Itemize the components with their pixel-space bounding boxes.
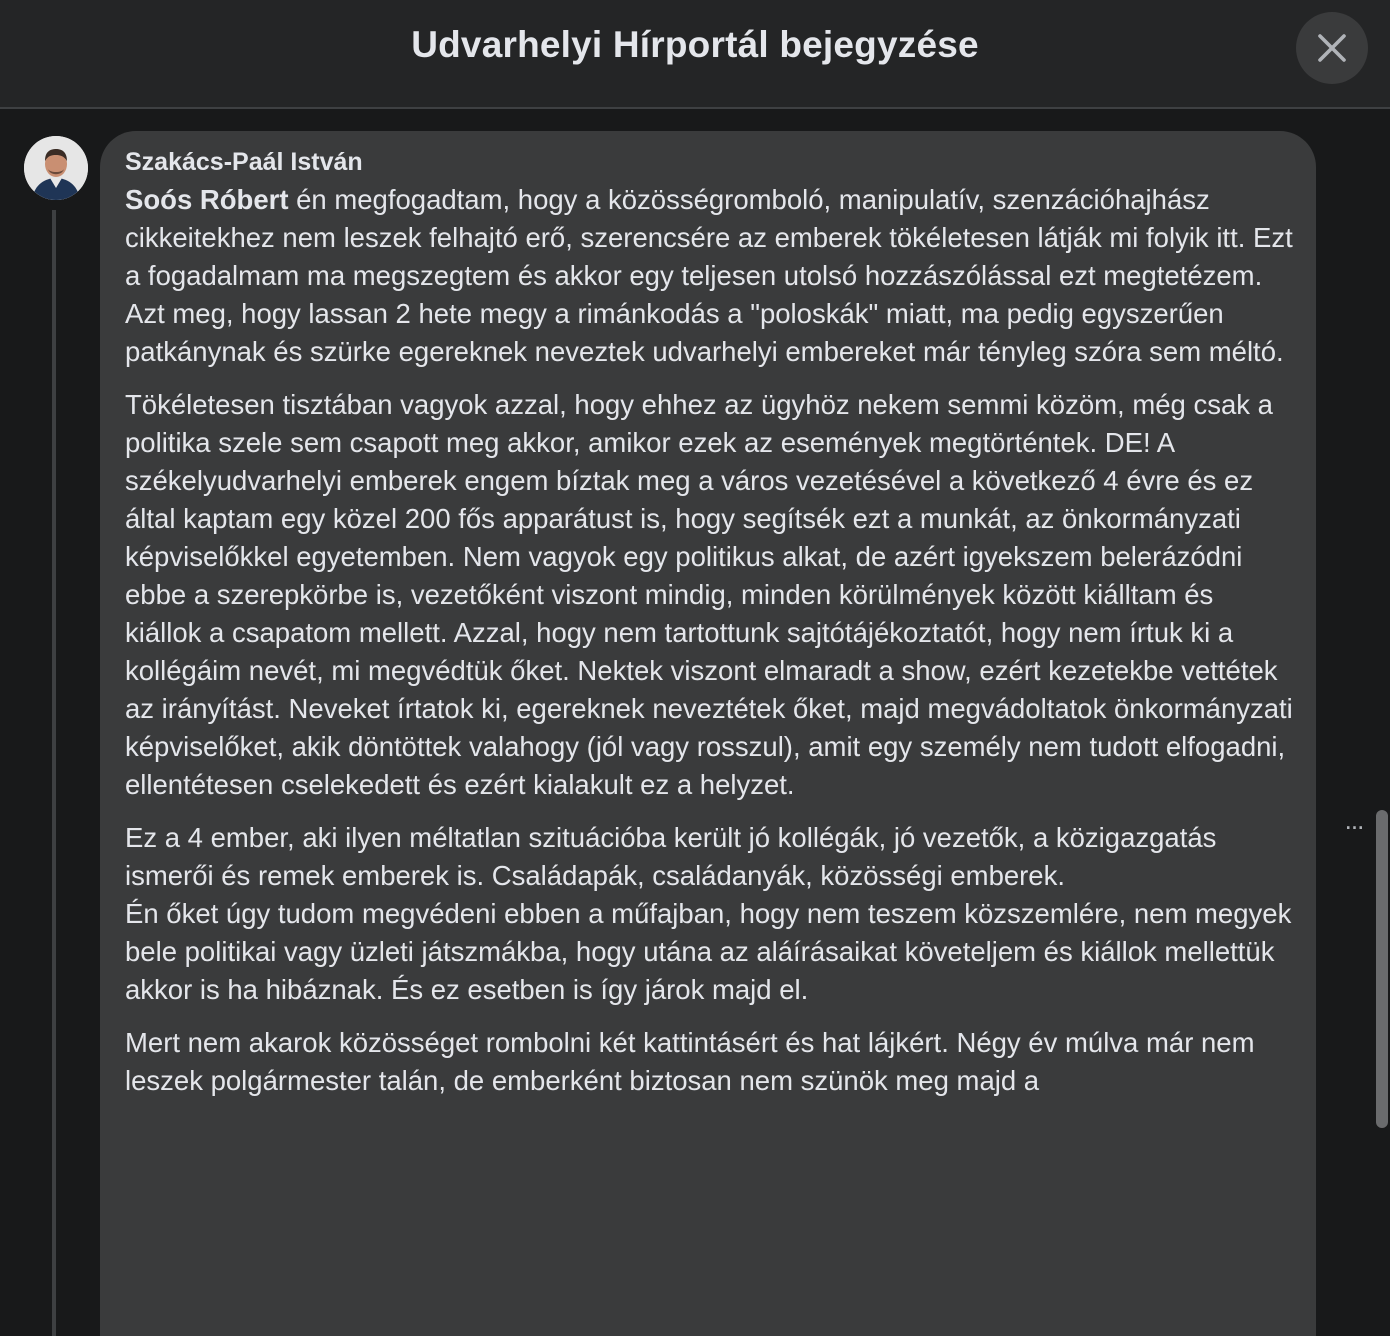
author-avatar[interactable] — [24, 136, 88, 200]
comment-bubble — [100, 131, 1316, 1336]
close-button[interactable] — [1296, 12, 1368, 84]
comment-paragraph-1 — [125, 181, 1295, 295]
more-options-icon: ... — [1344, 805, 1364, 835]
dialog-header — [0, 0, 1390, 109]
profile-avatar-icon — [24, 136, 88, 200]
comment-paragraph-3: Tökéletesen tisztában vagyok azzal, hogy ehhez az ügyhöz nekem semmi közöm, még csak a politika szele sem csapott meg akkor, amikor ezek az események megtörténtek. DE! A székelyudvarhelyi emberek engem bíztak meg a város vezetésével a következő 4 évre és ez által kaptam egy közel 200 fős apparátust is, hogy segítsék ezt a munkát, az önkormányzati képviselőkkel egyetemben. Nem vagyok egy politikus alkat, de azért igyekszem belerázódni ebbe a szerepkörbe is, vezetőként viszont mindig, minden körülmények között kiálltam és kiállok a csapatom mellett. Azzal, hogy nem tartottunk sajtótájékoztatót, hogy nem írtuk ki a kollégáim nevét, mi megvédtük őket. Nektek viszont elmaradt a show, ezért kezetekbe vettétek az irányítást. Neveket írtatok ki, egereknek neveztétek őket, majd megvádoltatok önkormányzati képviselőket, akik döntöttek valahogy (jól vagy rosszul), amit egy személy nem tudott elfogadni, ellentétesen cselekedett és ezért kialakult ez a helyzet. — [125, 389, 1293, 800]
comment-author[interactable]: Szakács-Paál István — [125, 148, 363, 176]
comments-area — [0, 109, 1390, 1336]
close-icon — [1316, 32, 1348, 64]
dialog-title: Udvarhelyi Hírportál bejegyzése — [411, 24, 979, 65]
comment-paragraph-4: Ez a 4 ember, aki ilyen méltatlan szituációba került jó kollégák, jó vezetők, a közigazgatás ismerői és remek emberek is. Családapák, családanyák, közösségi emberek. — [125, 822, 1217, 891]
comment-paragraph-2: Azt meg, hogy lassan 2 hete megy a rimánkodás a "poloskák" miatt, ma pedig egyszerűen patkánynak és szürke egereknek neveztek udvarhelyi embereket már tényleg szóra sem méltó. — [125, 298, 1284, 367]
comment-text — [125, 181, 1295, 1100]
comment-paragraph-1-text: én megfogadtam, hogy a közösségromboló, manipulatív, szenzációhajhász cikkeitekhez nem leszek felhajtó erő, szerencsére az emberek tökéletesen látják mi folyik itt. Ezt a fogadalmam ma megszegtem és akkor egy teljesen utolsó hozzászólással ezt megtetézem. — [125, 184, 1293, 291]
thread-line — [52, 210, 56, 1336]
comment-paragraph-5: Én őket úgy tudom megvédeni ebben a műfajban, hogy nem teszem közszemlére, nem megyek bele politikai vagy üzleti játszmákba, hogy utána az aláírásaikat követeljem és kiállok mellettük akkor is ha hibáznak. És ez esetben is így járok majd el. — [125, 898, 1292, 1005]
mention-link[interactable]: Soós Róbert — [125, 184, 289, 215]
more-options-button[interactable] — [1336, 805, 1372, 847]
scrollbar-thumb[interactable] — [1376, 810, 1388, 1128]
comment-paragraph-6: Mert nem akarok közösséget rombolni két kattintásért és hat lájkért. Négy év múlva már nem leszek polgármester talán, de emberként biztosan nem szünök meg majd a — [125, 1027, 1255, 1096]
